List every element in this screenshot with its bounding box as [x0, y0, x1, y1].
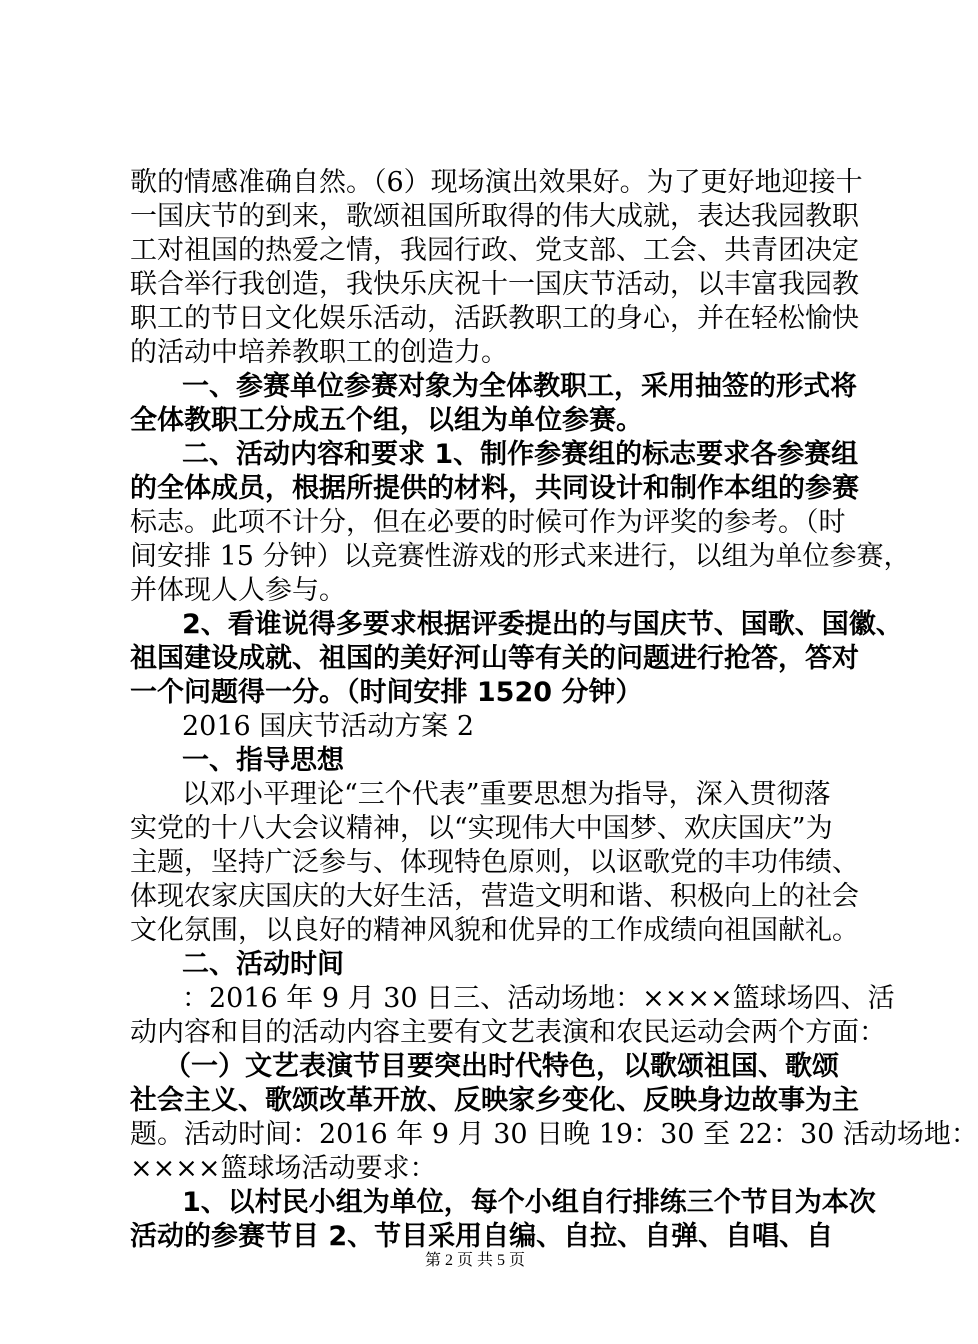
- text-line: 文化氛围，以良好的精神风貌和优异的工作成绩向祖国献礼。: [130, 915, 859, 946]
- text-line: 一国庆节的到来，歌颂祖国所取得的伟大成就，表达我园教职: [130, 201, 859, 232]
- text-line: 歌的情感准确自然。（6）现场演出效果好。为了更好地迎接十: [130, 167, 863, 198]
- text-line: ：2016 年 9 月 30 日三、活动场地：××××篮球场四、活: [182, 983, 895, 1014]
- text-line: ××××篮球场活动要求：: [130, 1153, 437, 1184]
- text-line: 1、以村民小组为单位，每个小组自行排练三个节目为本次: [182, 1187, 876, 1218]
- text-line: 2016 国庆节活动方案 2: [182, 711, 475, 742]
- page-footer: 第 2 页 共 5 页: [424, 1252, 525, 1269]
- text-line: 联合举行我创造，我快乐庆祝十一国庆节活动，以丰富我园教: [130, 269, 859, 300]
- text-line: 工对祖国的热爱之情，我园行政、党支部、工会、共青团决定: [130, 235, 859, 266]
- text-line: 以邓小平理论“三个代表”重要思想为指导，深入贯彻落: [182, 779, 831, 810]
- text-line: 活动的参赛节目 2、节目采用自编、自拉、自弹、自唱、自: [130, 1221, 834, 1252]
- text-line: 间安排 15 分钟）以竞赛性游戏的形式来进行，以组为单位参赛，: [130, 541, 911, 572]
- document-body: [130, 166, 978, 1254]
- text-line: 的全体成员，根据所提供的材料，共同设计和制作本组的参赛: [130, 473, 859, 504]
- text-line: 并体现人人参与。: [130, 575, 346, 606]
- section-heading: 二、活动时间: [182, 949, 344, 980]
- text-line: 题。活动时间：2016 年 9 月 30 日晚 19：30 至 22：30 活动场地：: [130, 1119, 978, 1150]
- text-line: 全体教职工分成五个组，以组为单位参赛。: [130, 405, 643, 436]
- text-line: 实党的十八大会议精神，以“实现伟大中国梦、欢庆国庆”为: [130, 813, 833, 844]
- text-line: 的活动中培养教职工的创造力。: [130, 337, 508, 368]
- text-line: 社会主义、歌颂改革开放、反映家乡变化、反映身边故事为主: [130, 1085, 859, 1116]
- text-line: 体现农家庆国庆的大好生活，营造文明和谐、积极向上的社会: [130, 881, 859, 912]
- text-line: 主题，坚持广泛参与、体现特色原则，以讴歌党的丰功伟绩、: [130, 847, 859, 878]
- text-line: 祖国建设成就、祖国的美好河山等有关的问题进行抢答，答对: [130, 643, 859, 674]
- section-heading: 一、指导思想: [182, 745, 344, 776]
- text-line: （一）文艺表演节目要突出时代特色，以歌颂祖国、歌颂: [164, 1051, 839, 1082]
- text-line: 二、活动内容和要求 1、制作参赛组的标志要求各参赛组: [182, 439, 859, 470]
- text-line: 2、看谁说得多要求根据评委提出的与国庆节、国歌、国徽、: [182, 609, 903, 640]
- text-line: 职工的节日文化娱乐活动，活跃教职工的身心，并在轻松愉快: [130, 303, 859, 334]
- text-line: 一个问题得一分。（时间安排 1520 分钟）: [130, 677, 643, 708]
- text-line: 动内容和目的活动内容主要有文艺表演和农民运动会两个方面：: [130, 1017, 886, 1048]
- text-line: 标志。此项不计分，但在必要的时候可作为评奖的参考。（时: [130, 507, 846, 538]
- text-line: 一、参赛单位参赛对象为全体教职工，采用抽签的形式将: [182, 371, 857, 402]
